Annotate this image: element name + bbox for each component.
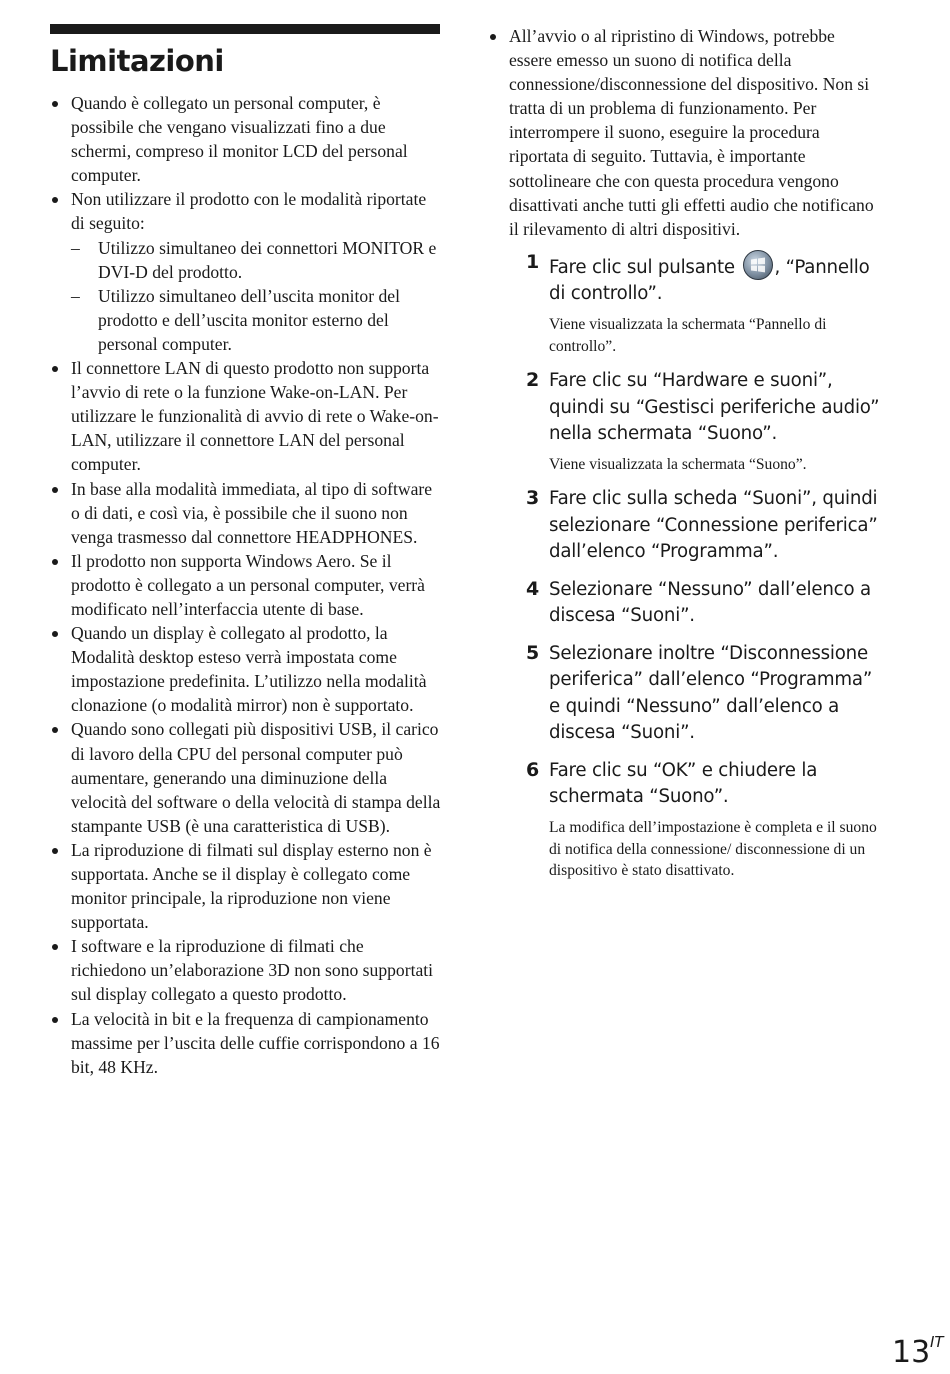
list-item: Quando sono collegati più dispositivi USB, il carico di lavoro della CPU del personal computer può aumentare, generando una diminuzione della velocità del software o della velocità di stampa della stampante USB (è una caratteristica di USB). xyxy=(50,717,442,837)
bullet-icon xyxy=(52,487,58,493)
bullet-icon xyxy=(52,559,58,565)
sub-list xyxy=(71,236,442,356)
step-number: 6 xyxy=(526,758,540,781)
list-item: La riproduzione di filmati sul display esterno non è supportata. Anche se il display è collegato come monitor principale, la riproduzione non viene supportata. xyxy=(50,838,442,934)
bullet-icon xyxy=(52,366,58,372)
step-note: Viene visualizzata la schermata “Suono”. xyxy=(549,455,807,473)
list-item: Il connettore LAN di questo prodotto non supporta l’avvio di rete o la funzione Wake-on-LAN. Per utilizzare le funzionalità di avvio di rete o Wake-on-LAN, utilizzare il connettore LAN del personal computer. xyxy=(50,356,442,476)
page-language-code: IT xyxy=(930,1333,944,1351)
bullet-icon xyxy=(52,101,58,107)
heading-rule xyxy=(50,24,440,34)
windows-note-list xyxy=(488,24,880,241)
step-text: Selezionare inoltre “Disconnessione periferica” dall’elenco “Programma” e quindi “Nessuno” dall’elenco a discesa “Suoni”. xyxy=(549,642,873,744)
sub-list-item: – Utilizzo simultaneo dei connettori MONITOR e DVI-D del prodotto. xyxy=(71,237,437,282)
step-text: Fare clic sul pulsante , “Pannello di controllo”. xyxy=(549,250,880,308)
step-number: 1 xyxy=(526,250,540,273)
bullet-icon xyxy=(52,197,58,203)
left-column xyxy=(50,24,442,1079)
limitations-list xyxy=(50,91,442,1079)
step-2 xyxy=(526,368,880,475)
step-1 xyxy=(526,250,880,357)
step-3 xyxy=(526,486,880,566)
procedure-steps xyxy=(526,250,880,882)
bullet-icon xyxy=(52,631,58,637)
list-item: In base alla modalità immediata, al tipo di software o di dati, e così via, è possibile che il suono non venga trasmesso dal connettore HEADPHONES. xyxy=(50,477,442,549)
right-column xyxy=(488,24,880,893)
page-number: 13 xyxy=(892,1335,931,1370)
bullet-icon xyxy=(52,848,58,854)
list-item: Quando un display è collegato al prodotto, la Modalità desktop esteso verrà impostata come impostazione predefinita. L’utilizzo nella modalità clonazione (o modalità mirror) non è supportato. xyxy=(50,621,442,717)
step-text: Fare clic sulla scheda “Suoni”, quindi selezionare “Connessione periferica” dall’elenco “Programma”. xyxy=(549,488,878,563)
list-item: I software e la riproduzione di filmati che richiedono un’elaborazione 3D non sono supportati sul display collegato a questo prodotto. xyxy=(50,934,442,1006)
list-item: Quando è collegato un personal computer, è possibile che vengano visualizzati fino a due schermi, compreso il monitor LCD del personal computer. xyxy=(50,91,442,187)
section-title: Limitazioni xyxy=(50,44,224,78)
step-number: 5 xyxy=(526,641,540,664)
list-item: Il prodotto non supporta Windows Aero. Se il prodotto è collegato a un personal computer, verrà modificato nell’interfaccia utente di base. xyxy=(50,549,442,621)
step-number: 3 xyxy=(526,487,540,510)
bullet-icon xyxy=(490,34,496,40)
step-number: 4 xyxy=(526,577,540,600)
bullet-icon xyxy=(52,727,58,733)
step-text: Fare clic su “Hardware e suoni”, quindi su “Gestisci periferiche audio” nella schermata “Suono”. xyxy=(549,370,880,445)
list-item: La velocità in bit e la frequenza di campionamento massime per l’uscita delle cuffie corrispondono a 16 bit, 48 KHz. xyxy=(50,1007,442,1079)
step-4 xyxy=(526,577,880,630)
step-note: La modifica dell’impostazione è completa e il suono di notifica della connessione/ disconnessione di un dispositivo è stato disattivato. xyxy=(549,818,877,880)
step-6 xyxy=(526,758,880,882)
step-note: Viene visualizzata la schermata “Pannello di controllo”. xyxy=(549,315,827,355)
dash-icon: – xyxy=(71,285,80,306)
step-number: 2 xyxy=(526,369,540,392)
list-item: All’avvio o al ripristino di Windows, potrebbe essere emesso un suono di notifica della connessione/disconnessione del dispositivo. Non si tratta di un problema di funzionamento. Per interrompere il suono, eseguire la procedura riportata di seguito. Tuttavia, è importante sottolineare che con questa procedura vengono disattivati anche tutti gli effetti audio che notificano il rilevamento di altri dispositivi. xyxy=(488,24,880,241)
windows-start-button-icon xyxy=(743,250,773,280)
step-text: Selezionare “Nessuno” dall’elenco a discesa “Suoni”. xyxy=(549,578,871,627)
bullet-icon xyxy=(52,944,58,950)
bullet-icon xyxy=(52,1017,58,1023)
step-5 xyxy=(526,641,880,747)
sub-list-item: – Utilizzo simultaneo dell’uscita monitor del prodotto e dell’uscita monitor esterno del personal computer. xyxy=(71,285,400,354)
step-text: Fare clic su “OK” e chiudere la schermata “Suono”. xyxy=(549,759,818,808)
dash-icon: – xyxy=(71,237,80,258)
list-item: Non utilizzare il prodotto con le modalità riportate di seguito: – Utilizzo simultaneo dei connettori MONITOR e DVI-D del prodotto. – Utilizzo simultaneo dell’uscita monitor del prodotto e dell’uscita monitor esterno del personal computer. xyxy=(50,187,442,356)
